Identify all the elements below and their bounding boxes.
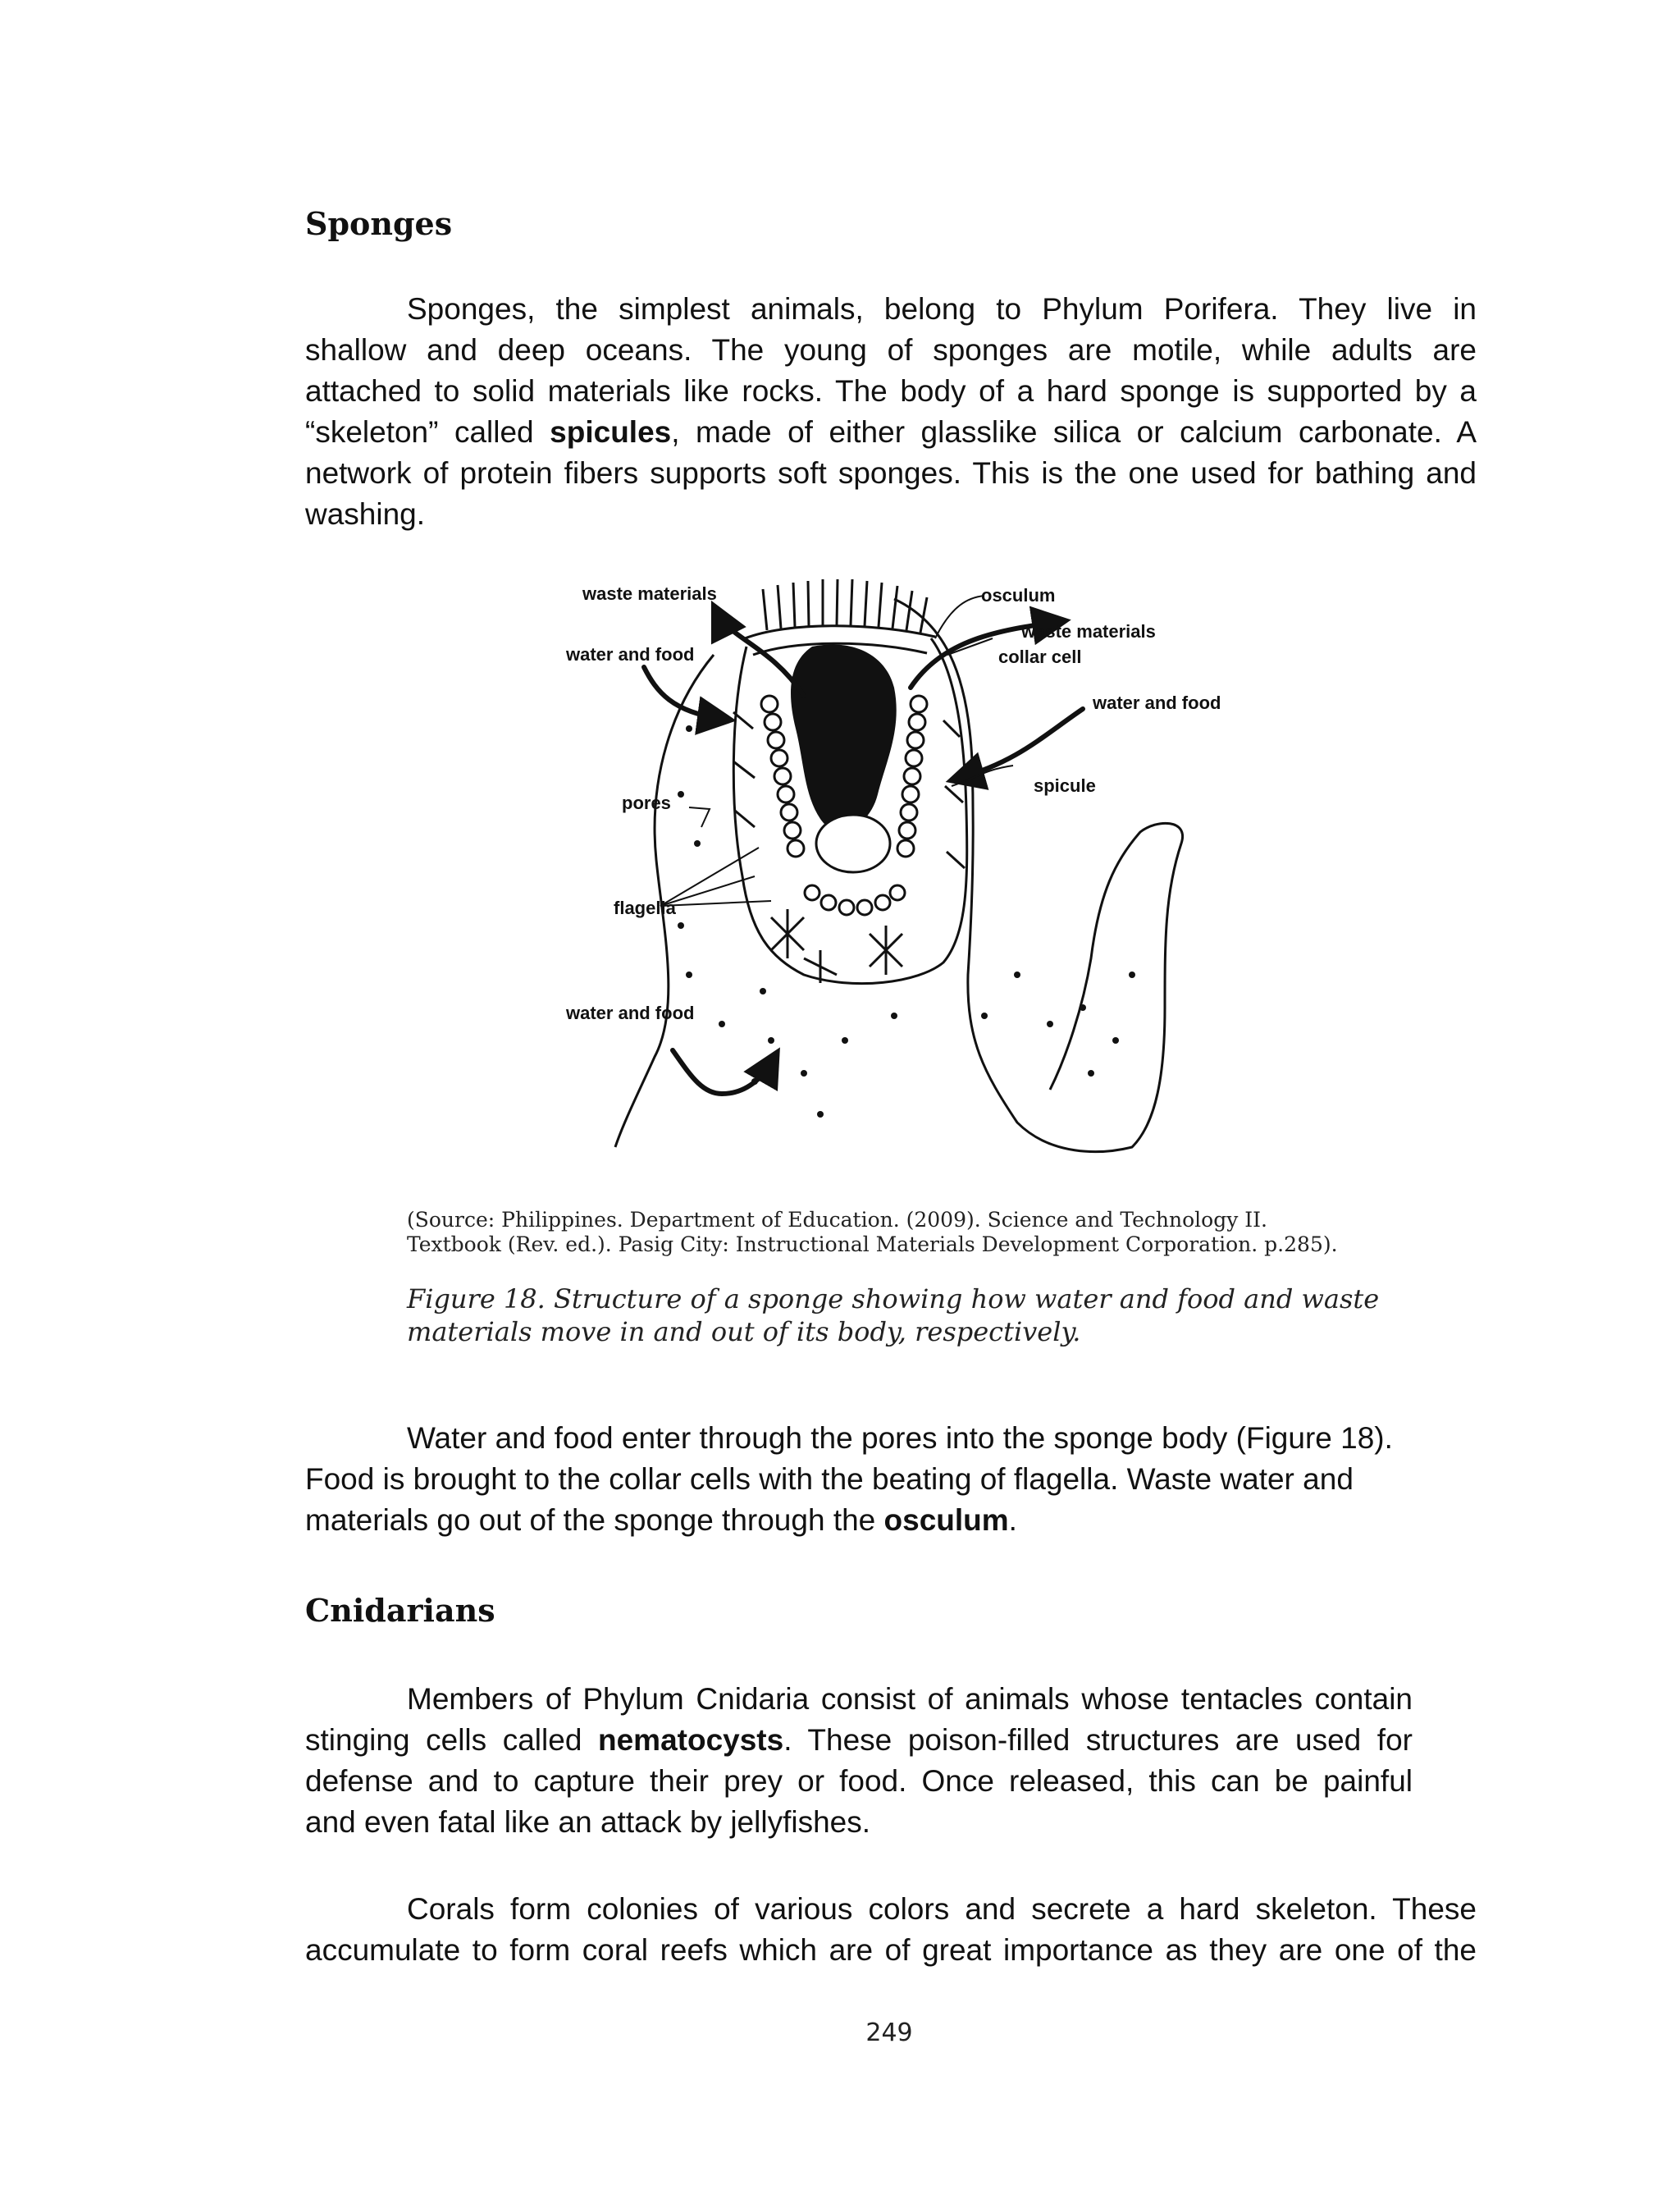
cnidarians-paragraph (305, 1679, 1413, 1843)
paragraph-line: accumulate to form coral reefs which are of great importance as they are one of the (305, 1933, 1477, 1967)
paragraph-line: Food is brought to the collar cells with the beating of flagella. Waste water and (305, 1462, 1354, 1496)
figure-caption (407, 1282, 1379, 1348)
source-line: Textbook (Rev. ed.). Pasig City: Instructional Materials Development Corporation. p.285). (407, 1232, 1338, 1256)
paragraph-line: “skeleton” called spicules, made of either glasslike silica or calcium carbonate. A (305, 415, 1477, 449)
label-water-and-food-top-left: water and food (566, 644, 695, 665)
paragraph-line: Water and food enter through the pores into the sponge body (Figure 18). (407, 1421, 1393, 1455)
paragraph-line: network of protein fibers supports soft sponges. This is the one used for bathing and (305, 456, 1477, 490)
paragraph-line: Corals form colonies of various colors and secrete a hard skeleton. These (407, 1892, 1477, 1926)
label-water-and-food-bottom-left: water and food (566, 1003, 695, 1023)
paragraph-line: and even fatal like an attack by jellyfishes. (305, 1805, 870, 1839)
label-flagella: flagella (614, 898, 676, 918)
sponges-paragraph (305, 289, 1477, 535)
source-line: (Source: Philippines. Department of Education. (2009). Science and Technology II. (407, 1208, 1267, 1232)
label-osculum: osculum (981, 585, 1056, 606)
figure-source (407, 1208, 1338, 1257)
label-waste-materials-left: waste materials (582, 583, 717, 604)
paragraph-line: Members of Phylum Cnidaria consist of animals whose tentacles contain (407, 1682, 1413, 1716)
water-and-food-paragraph (305, 1418, 1437, 1541)
label-collar-cell: collar cell (998, 647, 1082, 667)
term-spicules: spicules (550, 415, 672, 449)
paragraph-line: shallow and deep oceans. The young of sponges are motile, while adults are (305, 333, 1477, 367)
label-waste-materials-right: waste materials (1021, 621, 1156, 642)
label-spicule: spicule (1034, 775, 1096, 796)
paragraph-line: stinging cells called nematocysts. These poison-filled structures are used for (305, 1723, 1413, 1757)
paragraph-line: washing. (305, 497, 426, 531)
section-heading-cnidarians: Cnidarians (305, 1592, 495, 1629)
paragraph-line: attached to solid materials like rocks. The body of a hard sponge is supported by a (305, 374, 1477, 408)
paragraph-line: materials go out of the sponge through the osculum. (305, 1503, 1017, 1537)
page-number: 249 (865, 2019, 913, 2047)
label-pores: pores (622, 793, 671, 813)
caption-line: materials move in and out of its body, respectively. (407, 1316, 1081, 1347)
corals-paragraph (305, 1889, 1477, 1971)
paragraph-line: defense and to capture their prey or food. Once released, this can be painful (305, 1764, 1413, 1798)
term-nematocysts: nematocysts (598, 1723, 784, 1757)
section-heading-sponges: Sponges (305, 205, 453, 242)
caption-line: Figure 18. Structure of a sponge showing how water and food and waste (407, 1283, 1380, 1314)
label-water-and-food-right: water and food (1093, 693, 1221, 713)
term-osculum: osculum (883, 1503, 1009, 1537)
paragraph-line: Sponges, the simplest animals, belong to Phylum Porifera. They live in (407, 292, 1477, 326)
sponge-structure-diagram (558, 548, 1263, 1165)
